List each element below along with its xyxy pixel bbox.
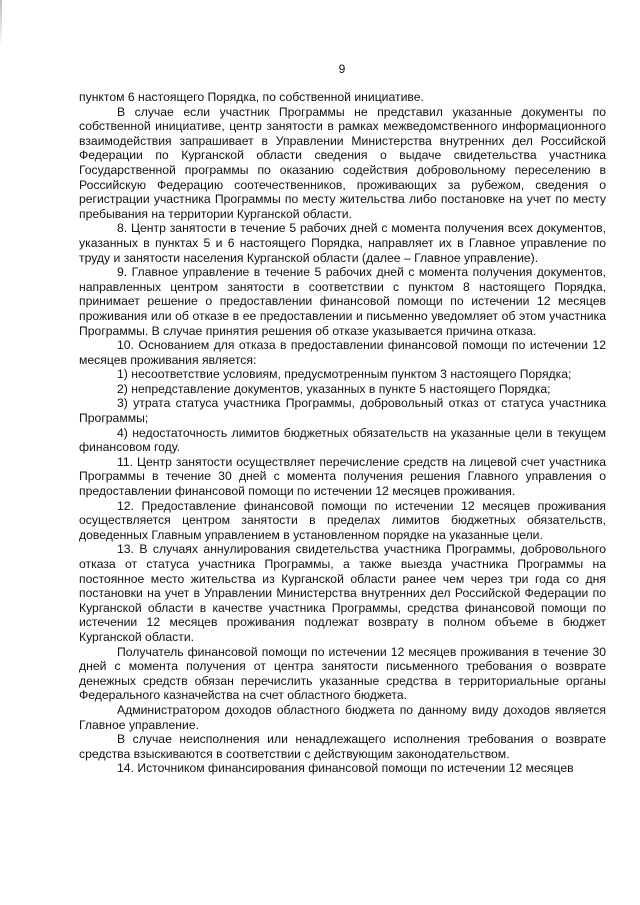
paragraph-item-8: 8. Центр занятости в течение 5 рабочих дней с момента получения всех документов, указанных в пунктах 5 и 6 настоящего Порядка, направляет их в Главное управление по труду и занятости населения Курганской области (далее – Главное управление).	[79, 221, 606, 265]
paragraph-item-11: 11. Центр занятости осуществляет перечисление средств на лицевой счет участника Программы в течение 30 дней с момента получения решения Главного управления о предоставлении финансовой помощи по истечении 12 месяцев проживания.	[79, 454, 606, 499]
paragraph: Получатель финансовой помощи по истечении 12 месяцев проживания в течение 30 дней с момента получения от центра занятости письменного требования о возврате денежных средств обязан перечислить указанные средства в территориальные органы Федерального казначейства на счет областного бюджета.	[79, 644, 606, 703]
paragraph: В случае если участник Программы не представил указанные документы по собственной инициативе, центр занятости в рамках межведомственного информационного взаимодействия запрашивает в Управлении Министерства внутренних дел Российской Федерации по Курганской области сведения о выдаче свидетельства участника Государственной программы по оказанию содействия добровольному переселению в Российскую Федерацию соотечественников, проживающих за рубежом, сведения о регистрации участника Программы по месту жительства либо постановке на учет по месту пребывания на территории Курганской области.	[79, 104, 606, 221]
paragraph: Администратором доходов областного бюджета по данному виду доходов является Главное управление.	[79, 702, 606, 732]
paragraph-item-14: 14. Источником финансирования финансовой помощи по истечении 12 месяцев	[117, 761, 574, 776]
document-body	[79, 90, 606, 776]
page-number: 9	[338, 62, 346, 76]
subitem-3: 3) утрата статуса участника Программы, добровольный отказ от статуса участника Программы;	[79, 396, 606, 426]
paragraph-item-10: 10. Основанием для отказа в предоставлении финансовой помощи по истечении 12 месяцев проживания является:	[79, 338, 606, 367]
scan-edge-artifact	[0, 0, 2, 48]
paragraph-continuation: пунктом 6 настоящего Порядка, по собственной инициативе.	[79, 90, 424, 104]
subitem-2: 2) непредставление документов, указанных в пункте 5 настоящего Порядка;	[117, 381, 551, 396]
paragraph: В случае неисполнения или ненадлежащего исполнения требования о возврате средства взыскиваются в соответствии с действующим законодательством.	[79, 732, 606, 761]
subitem-1: 1) несоответствие условиям, предусмотренным пунктом 3 настоящего Порядка;	[117, 367, 572, 382]
subitem-4: 4) недостаточность лимитов бюджетных обязательств на указанные цели в текущем финансовом году.	[79, 425, 606, 455]
paragraph-item-13: 13. В случаях аннулирования свидетельства участника Программы, добровольного отказа от статуса участника Программы, а также выезда участника Программы на постоянное место жительства из Курганской области ранее чем через три года со дня постановки на учет в Управлении Министерства внутренних дел Российской Федерации по Курганской области в качестве участника Программы, средства финансовой помощи по истечении 12 месяцев проживания подлежат возврату в полном объеме в бюджет Курганской области.	[79, 542, 606, 644]
paragraph-item-9: 9. Главное управление в течение 5 рабочих дней с момента получения документов, направленных центром занятости в соответствии с пунктом 8 настоящего Порядка, принимает решение о предоставлении финансовой помощи по истечении 12 месяцев проживания или об отказе в ее предоставлении и письменно уведомляет об этом участника Программы. В случае принятия решения об отказе указывается причина отказа.	[79, 265, 606, 338]
paragraph-item-12: 12. Предоставление финансовой помощи по истечении 12 месяцев проживания осуществляется центром занятости в пределах лимитов бюджетных обязательств, доведенных Главным управлением в установленном порядке на указанные цели.	[79, 498, 606, 542]
